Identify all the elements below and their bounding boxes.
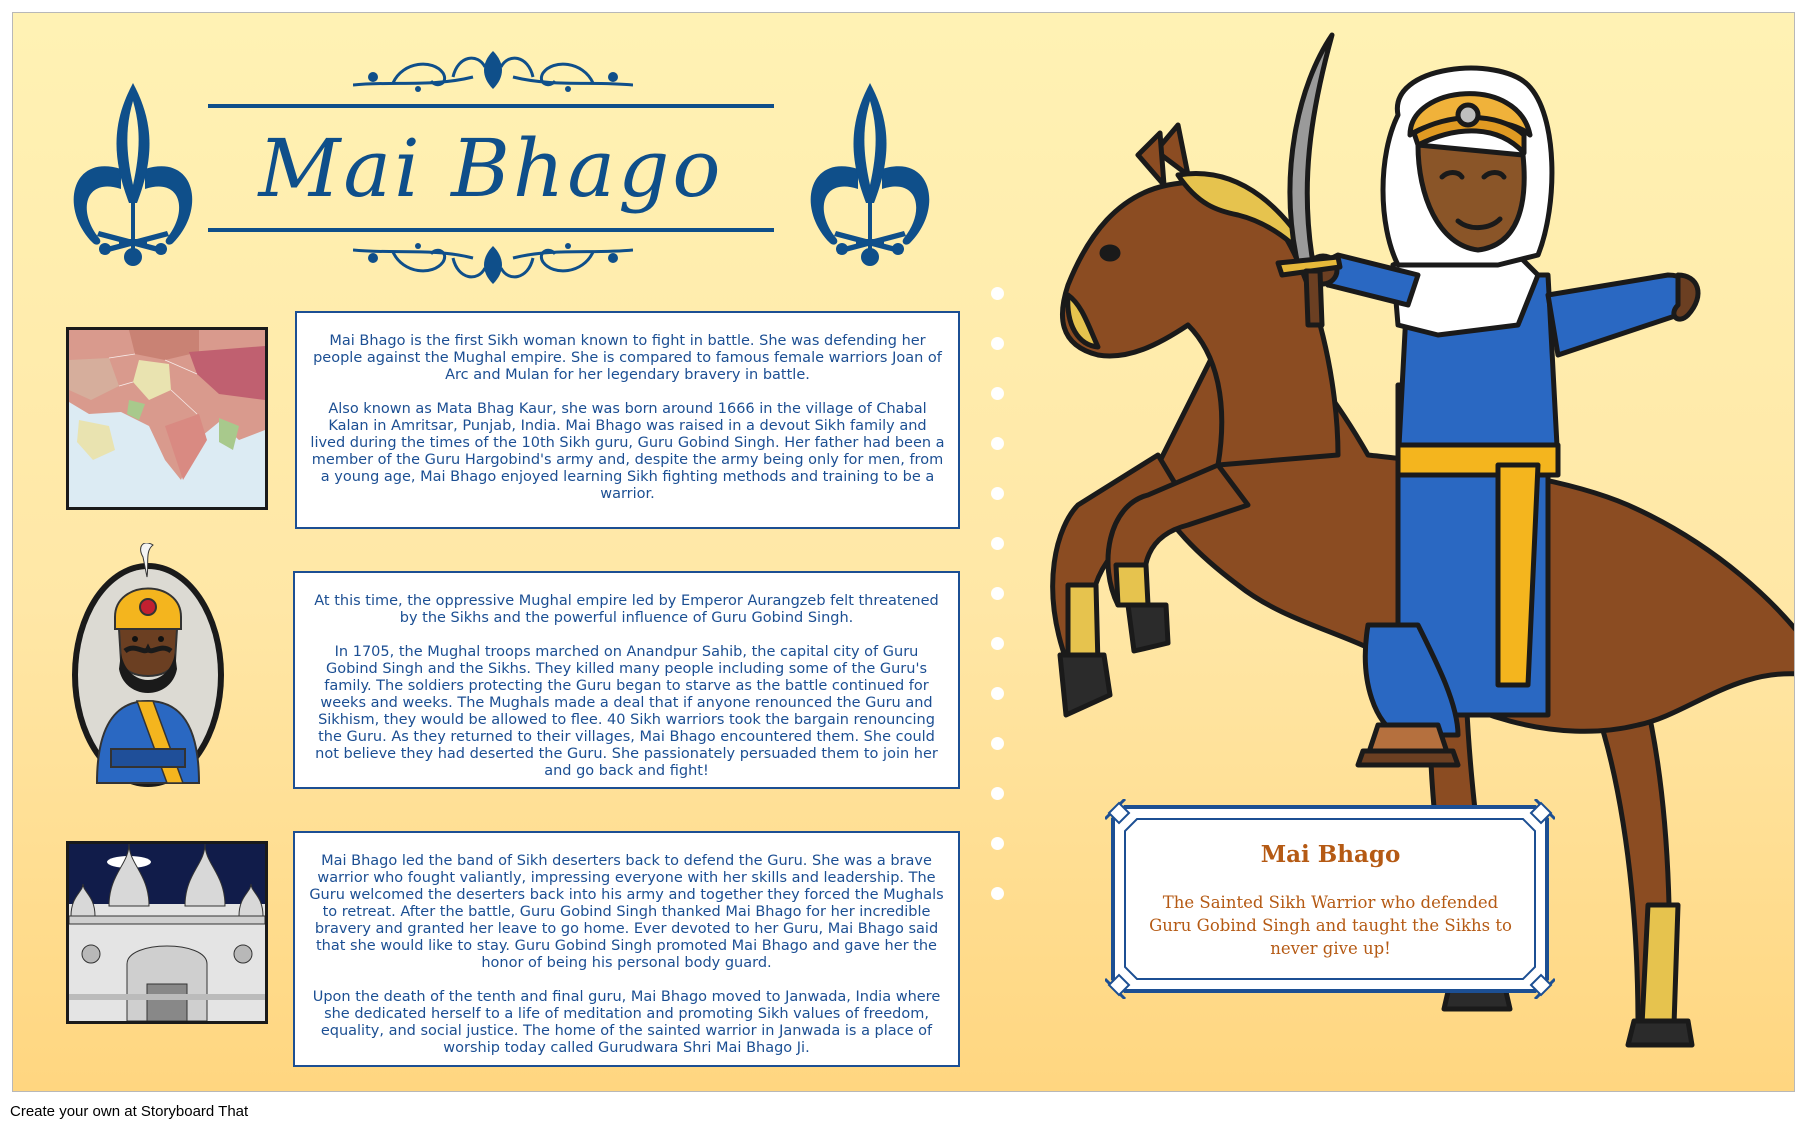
text-box: [293, 571, 960, 789]
separator-dot: [991, 487, 1004, 500]
caption-title: Mai Bhago: [1260, 841, 1401, 868]
paragraph: At this time, the oppressive Mughal empire led by Emperor Aurangzeb felt threatened by the Sikhs and the powerful influence of Guru Gobind Singh.: [314, 593, 939, 626]
text-box: [295, 311, 960, 529]
khanda-icon: [53, 81, 213, 271]
footer-text: Create your own at Storyboard That: [10, 1103, 249, 1120]
separator-dot: [991, 637, 1004, 650]
map-image: [66, 327, 268, 510]
separator-dot: [991, 887, 1004, 900]
separator-dot: [991, 837, 1004, 850]
paragraph: Mai Bhago is the first Sikh woman known to fight in battle. She was defending her people against the Mughal empire. She is compared to famous female warriors Joan of Arc and Mulan for her legendary bravery in battle.: [313, 333, 942, 383]
title-line: [208, 228, 774, 232]
gurudwara-image: [66, 841, 268, 1024]
separator-dot: [991, 437, 1004, 450]
separator-dot: [991, 587, 1004, 600]
page-title: Mai Bhago: [258, 122, 724, 215]
separator-dot: [991, 337, 1004, 350]
ornament-icon: [353, 47, 633, 97]
paragraph: In 1705, the Mughal troops marched on Anandpur Sahib, the capital city of Guru Gobind Singh and the Sikhs. They killed many people including some of the Guru's family. The soldiers protecting the Guru began to starve as the battle continued for weeks and weeks. The Mughals made a deal that if anyone renounced the Guru and Sikhism, they would be allowed to flee. 40 Sikh warriors took the bargain renouncing the Guru. As they returned to their villages, Mai Bhago encountered them. She could not believe they had deserted the Guru. She passionately persuaded them to join her and go back and fight!: [315, 644, 938, 779]
paragraph: Mai Bhago led the band of Sikh deserters back to defend the Guru. She was a brave warrior who fought valiantly, impressing everyone with her skills and leadership. The Guru welcomed the deserters back into his army and together they forced the Mughals to retreat. After the battle, Guru Gobind Singh thanked Mai Bhago for her incredible bravery and granted her leave to go home. Ever devoted to her Guru, Mai Bhago said that she would like to stay. Guru Gobind Singh promoted Mai Bhago and gave her the honor of being his personal body guard.: [309, 853, 944, 971]
separator-dot: [991, 387, 1004, 400]
paragraph: Upon the death of the tenth and final guru, Mai Bhago moved to Janwada, India where she dedicated herself to a life of meditation and promoting Sikh values of freedom, equality, and social justice. The home of the sainted warrior in Janwada is a place of worship today called Gurudwara Shri Mai Bhago Ji.: [312, 989, 941, 1056]
separator-dot: [991, 737, 1004, 750]
separator-dot: [991, 687, 1004, 700]
ornament-icon: [353, 238, 633, 288]
separator-dot: [991, 787, 1004, 800]
khanda-icon: [790, 81, 950, 271]
emperor-portrait: [67, 543, 229, 803]
title-line: [208, 104, 774, 108]
poster: [12, 12, 1795, 1092]
paragraph: Also known as Mata Bhag Kaur, she was born around 1666 in the village of Chabal Kalan in Amritsar, Punjab, India. Mai Bhago was raised in a devout Sikh family and lived during the times of the 10th Sikh guru, Guru Gobind Singh. Her father had been a member of the Guru Hargobind's army and, despite the army being only for men, from a young age, Mai Bhago enjoyed learning Sikh fighting methods and training to be a warrior.: [310, 401, 945, 502]
text-box: [293, 831, 960, 1067]
caption-text: The Sainted Sikh Warrior who defended Guru Gobind Singh and taught the Sikhs to never give up!: [1149, 893, 1512, 958]
separator-dot: [991, 537, 1004, 550]
separator-dot: [991, 287, 1004, 300]
